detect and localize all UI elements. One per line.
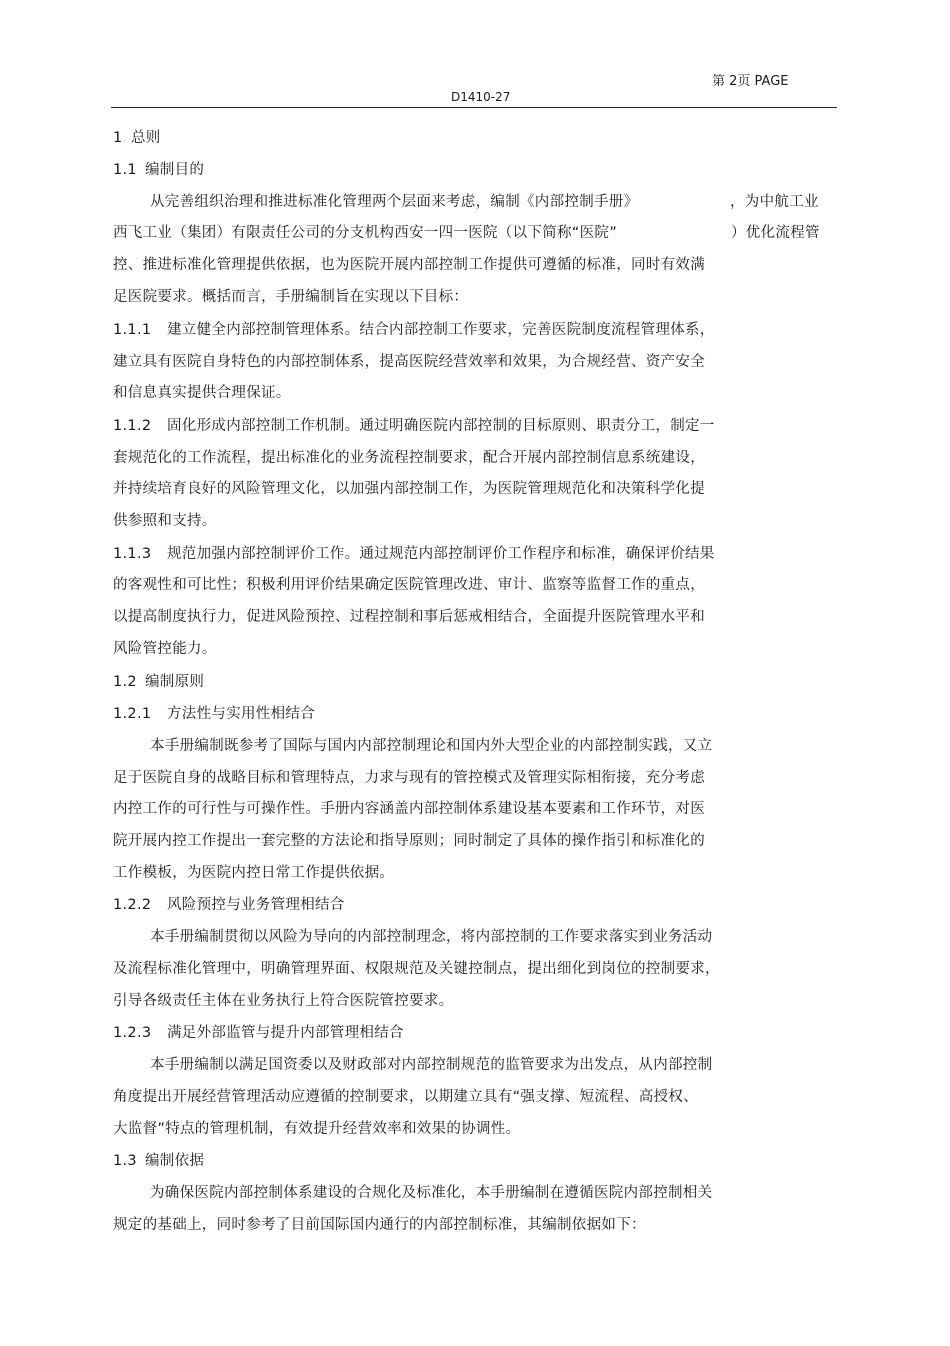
item-number: 1.2.2 [113,897,152,913]
section-heading-1 [113,126,161,147]
paragraph-line: 控、推进标准化管理提供依据，也为医院开展内部控制工作提供可遵循的标准，同时有效满 [113,257,705,273]
section-title: 总则 [131,130,161,146]
subsection-1-1-2 [113,414,715,435]
paragraph-line: 从完善组织治理和推进标准化管理两个层面来考虑，编制《内部控制手册》 [150,194,639,210]
item-text: 固化形成内部控制工作机制。通过明确医院内部控制的目标原则、职责分工，制定一 [167,418,715,434]
item-text: 规范加强内部控制评价工作。通过规范内部控制评价工作程序和标准，确保评价结果 [167,546,715,562]
paragraph-line: 以提高制度执行力，促进风险预控、过程控制和事后惩戒相结合，全面提升医院管理水平和 [113,609,705,625]
subsection-1-2-2 [113,893,345,914]
section-heading-1-2 [113,670,204,691]
paragraph-line: 为确保医院内部控制体系建设的合规化及标准化，本手册编制在遵循医院内部控制相关 [150,1185,713,1201]
item-number: 1.2.3 [113,1025,152,1041]
paragraph-line: 本手册编制贯彻以风险为导向的内部控制理念，将内部控制的工作要求落实到业务活动 [150,929,713,945]
paragraph-line: 内控工作的可行性与可操作性。手册内容涵盖内部控制体系建设基本要素和工作环节，对医 [113,801,705,817]
paragraph-line: 本手册编制以满足国资委以及财政部对内部控制规范的监管要求为出发点，从内部控制 [150,1057,713,1073]
paragraph-line: 院开展内控工作提出一套完整的方法论和指导原则；同时制定了具体的操作指引和标准化的 [113,833,705,849]
item-text: 风险预控与业务管理相结合 [167,897,345,913]
paragraph-line: 规定的基础上，同时参考了目前国际国内通行的内部控制标准，其编制依据如下： [113,1217,646,1233]
paragraph-line: 的客观性和可比性；积极利用评价结果确定医院管理改进、审计、监察等监督工作的重点， [113,577,705,593]
paragraph-line: 足于医院自身的战略目标和管理特点，力求与现有的管控模式及管理实际相衔接，充分考虑 [113,770,705,786]
paragraph-line: 套规范化的工作流程，提出标准化的业务流程控制要求，配合开展内部控制信息系统建设， [113,450,705,466]
section-number: 1.1 [113,162,137,178]
item-number: 1.1.1 [113,322,152,338]
paragraph-line: 并持续培育良好的风险管理文化，以加强内部控制工作，为医院管理规范化和决策科学化提 [113,481,705,497]
paragraph-line-tail: ，为中航工业 [730,194,819,210]
section-number: 1 [113,130,123,146]
item-number: 1.2.1 [113,706,152,722]
header-divider [111,107,837,108]
paragraph-line: 足医院要求。概括而言，手册编制旨在实现以下目标： [113,289,469,305]
paragraph-line: 及流程标准化管理中，明确管理界面、权限规范及关键控制点，提出细化到岗位的控制要求， [113,961,720,977]
item-text: 建立健全内部控制管理体系。结合内部控制工作要求，完善医院制度流程管理体系， [167,322,715,338]
subsection-1-2-1 [113,702,315,723]
paragraph-line: 供参照和支持。 [113,513,217,529]
paragraph-line: 本手册编制既参考了国际与国内内部控制理论和国内外大型企业的内部控制实践，又立 [150,738,713,754]
paragraph-line: 引导各级责任主体在业务执行上符合医院管控要求。 [113,993,454,1009]
header-page-number: 第 2页 PAGE [712,74,789,89]
subsection-1-1-1 [113,318,715,339]
item-text: 方法性与实用性相结合 [167,706,315,722]
item-number: 1.1.2 [113,418,152,434]
section-number: 1.3 [113,1153,137,1169]
section-title: 编制原则 [145,674,205,690]
section-heading-1-3 [113,1149,204,1170]
section-heading-1-1 [113,158,204,179]
subsection-1-2-3 [113,1021,404,1042]
section-title: 编制依据 [145,1153,205,1169]
section-number: 1.2 [113,674,137,690]
item-number: 1.1.3 [113,546,152,562]
paragraph-line: 西飞工业（集团）有限责任公司的分支机构西安一四一医院（以下简称“医院” [113,225,618,241]
paragraph-line-tail: ）优化流程管 [731,225,820,241]
header-document-code: D1410-27 [451,90,511,104]
paragraph-line: 建立具有医院自身特色的内部控制体系，提高医院经营效率和效果，为合规经营、资产安全 [113,354,705,370]
item-text: 满足外部监管与提升内部管理相结合 [167,1025,404,1041]
paragraph-line: 工作模板，为医院内控日常工作提供依据。 [113,865,395,881]
subsection-1-1-3 [113,542,715,563]
paragraph-line: 风险管控能力。 [113,641,217,657]
paragraph-line: 大监督”特点的管理机制，有效提升经营效率和效果的协调性。 [113,1121,521,1137]
section-title: 编制目的 [145,162,205,178]
paragraph-line: 和信息真实提供合理保证。 [113,385,291,401]
paragraph-line: 角度提出开展经营管理活动应遵循的控制要求，以期建立具有“强支撑、短流程、高授权、 [113,1089,699,1105]
